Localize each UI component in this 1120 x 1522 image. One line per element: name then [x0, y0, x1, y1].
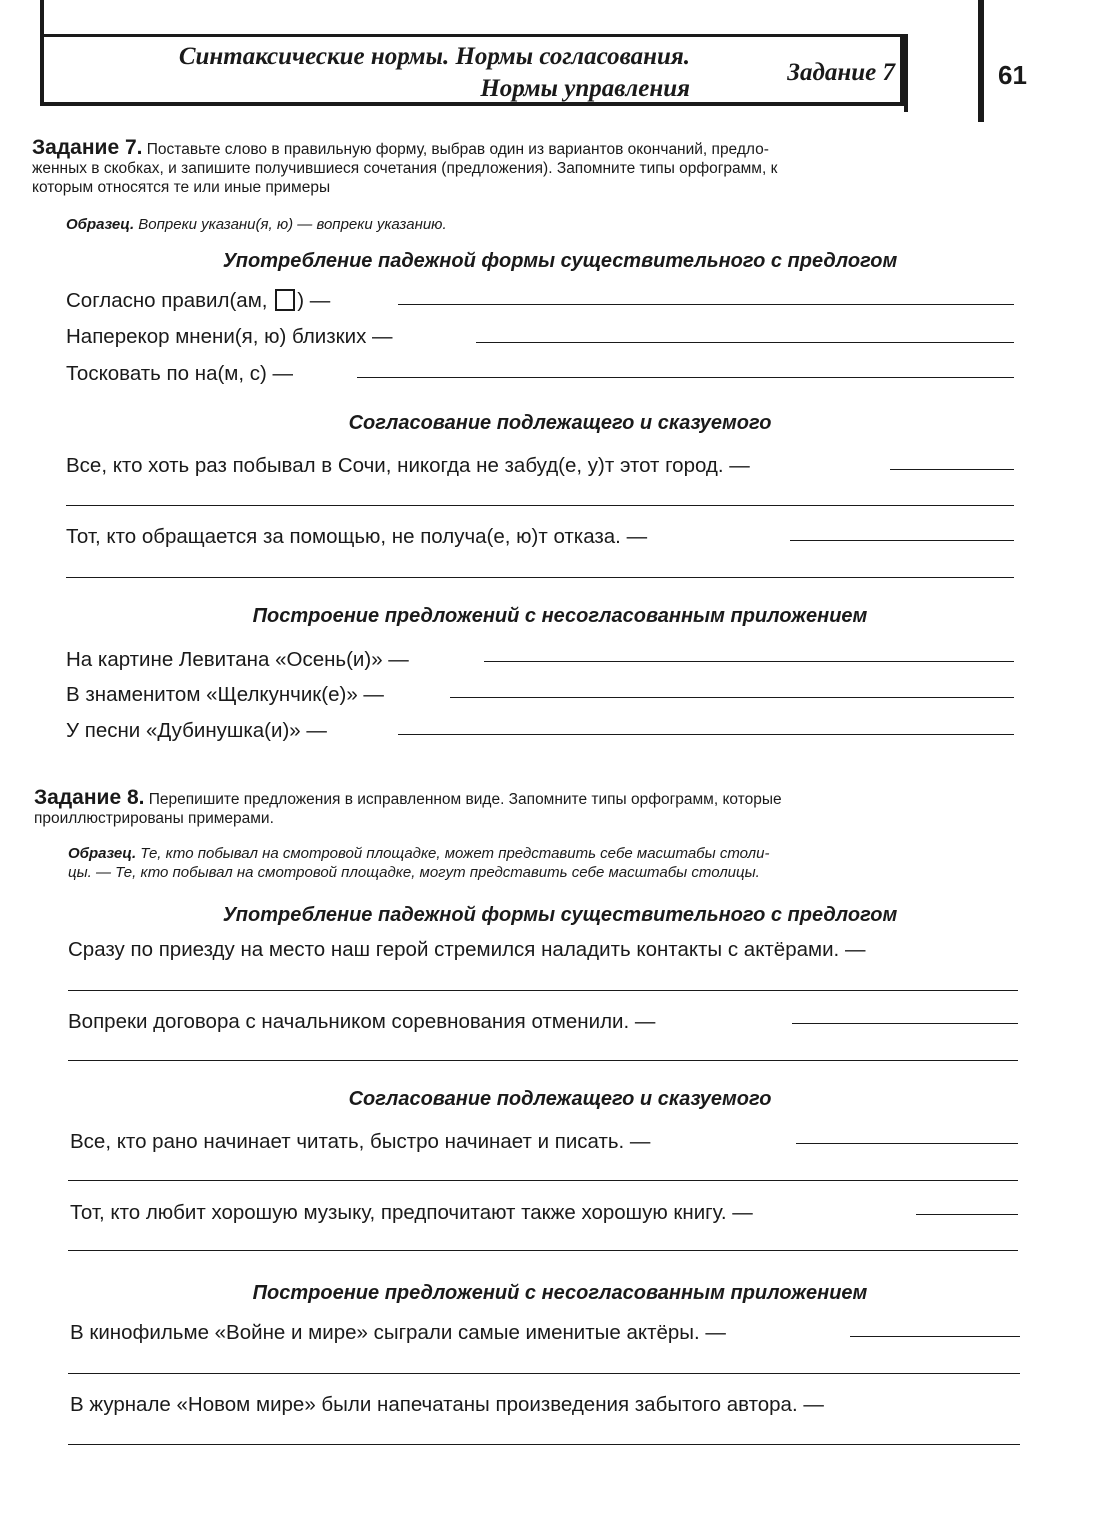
- task8-instruction: [34, 788, 1024, 828]
- task8-sample-line1: Те, кто побывал на смотровой площадке, может представить себе масштабы столи-: [140, 845, 770, 862]
- task8-section1-title: Употребление падежной формы существительного с предлогом: [222, 904, 898, 926]
- task7-instruction: [32, 138, 1022, 197]
- task7-section1-title: Употребление падежной формы существительного с предлогом: [222, 250, 898, 272]
- answer-line[interactable]: [476, 342, 1014, 343]
- task7-s1-item3: Тосковать по на(м, с) —: [66, 362, 294, 385]
- task7-instruction-3: которым относятся те или иные примеры: [32, 179, 331, 196]
- answer-line[interactable]: [357, 377, 1014, 378]
- task8-section3-title: Построение предложений с несогласованным приложением: [252, 1282, 868, 1304]
- task8-sample-label: Образец.: [68, 845, 137, 862]
- task7-s3-item2: В знаменитом «Щелкунчик(е)» —: [66, 683, 384, 706]
- task8-s2-item1: Все, кто рано начинает читать, быстро начинает и писать. —: [70, 1130, 651, 1153]
- task8-sample: [68, 844, 769, 863]
- task8-instruction-1: Перепишите предложения в исправленном виде. Запомните типы орфограмм, которые: [148, 791, 782, 808]
- answer-line[interactable]: [484, 661, 1014, 662]
- task7-instruction-1: Поставьте слово в правильную форму, выбрав один из вариантов окончаний, предло-: [146, 141, 769, 158]
- task7-s3-item3: У песни «Дубинушка(и)» —: [66, 719, 327, 742]
- answer-line[interactable]: [66, 505, 1014, 506]
- answer-line[interactable]: [398, 304, 1014, 305]
- task8-label: Задание 8.: [34, 786, 145, 809]
- task8-s1-item1: Сразу по приезду на место наш герой стремился наладить контакты с актёрами. —: [68, 938, 866, 961]
- task8-s1-item2: Вопреки договора с начальником соревнования отменили. —: [68, 1010, 656, 1033]
- header-title-line2: Нормы управления: [480, 75, 690, 102]
- answer-line[interactable]: [916, 1214, 1018, 1215]
- task7-instruction-2: женных в скобках, и запишите получившиеся сочетания (предложения). Запомните типы орфограмм, к: [32, 160, 778, 177]
- answer-line[interactable]: [68, 1444, 1020, 1445]
- answer-line[interactable]: [850, 1336, 1020, 1337]
- header-frame-left-line: [40, 0, 44, 34]
- task7-s3-item1: На картине Левитана «Осень(и)» —: [66, 648, 409, 671]
- task8-instruction-2: проиллюстрированы примерами.: [34, 810, 274, 827]
- task7-sample-text: Вопреки указани(я, ю) — вопреки указанию.: [138, 216, 447, 233]
- answer-line[interactable]: [398, 734, 1014, 735]
- task7-s1-item1-text: Согласно правил(ам,: [66, 289, 268, 312]
- answer-line[interactable]: [890, 469, 1014, 470]
- task8-section2-title: Согласование подлежащего и сказуемого: [348, 1088, 772, 1110]
- task7-section3-title: Построение предложений с несогласованным приложением: [252, 605, 868, 627]
- task7-s1-item1: [66, 289, 330, 313]
- page-number: 61: [998, 60, 1027, 90]
- header-title-line1: Синтаксические нормы. Нормы согласования.: [178, 43, 690, 70]
- page-margin-bar: [978, 0, 984, 122]
- answer-line[interactable]: [790, 540, 1014, 541]
- task7-s2-item1: Все, кто хоть раз побывал в Сочи, никогда не забуд(е, у)т этот город. —: [66, 454, 750, 477]
- task8-s3-item1: В кинофильме «Войне и мире» сыграли самые именитые актёры. —: [70, 1321, 726, 1344]
- answer-line[interactable]: [66, 577, 1014, 578]
- task7-s1-item2: Наперекор мнени(я, ю) близких —: [66, 325, 393, 348]
- answer-line[interactable]: [68, 1060, 1018, 1061]
- answer-line[interactable]: [796, 1143, 1018, 1144]
- task7-section2-title: Согласование подлежащего и сказуемого: [348, 412, 772, 434]
- task7-s1-item1-tail: ) —: [297, 289, 331, 312]
- task7-label: Задание 7.: [32, 136, 143, 159]
- answer-line[interactable]: [68, 1250, 1018, 1251]
- task7-s2-item2: Тот, кто обращается за помощью, не получа(е, ю)т отказа. —: [66, 525, 648, 548]
- answer-line[interactable]: [68, 1180, 1018, 1181]
- answer-line[interactable]: [450, 697, 1014, 698]
- answer-line[interactable]: [68, 1373, 1020, 1374]
- empty-box-icon: [275, 289, 295, 311]
- header-task-label: Задание 7: [787, 59, 895, 86]
- task7-sample: [66, 215, 447, 234]
- answer-line[interactable]: [792, 1023, 1018, 1024]
- answer-line[interactable]: [68, 990, 1018, 991]
- header-frame-right-line: [904, 34, 908, 112]
- task8-sample-line2: цы. — Те, кто побывал на смотровой площадке, могут представить себе масштабы столицы.: [68, 864, 760, 881]
- task8-s3-item2: В журнале «Новом мире» были напечатаны произведения забытого автора. —: [70, 1393, 824, 1416]
- task8-s2-item2: Тот, кто любит хорошую музыку, предпочитают также хорошую книгу. —: [70, 1201, 753, 1224]
- task7-sample-label: Образец.: [66, 216, 135, 233]
